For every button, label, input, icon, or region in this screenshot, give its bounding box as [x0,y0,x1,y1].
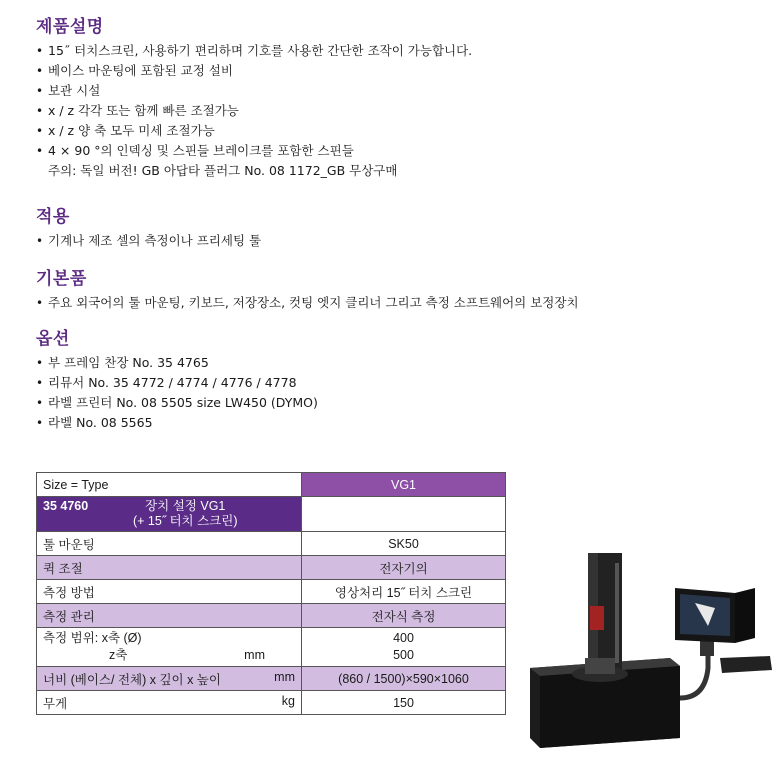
header-model: VG1 [302,473,506,497]
range-label-cell [37,628,302,667]
row-value: (860 / 1500)×590×1060 [302,667,506,691]
standard-list [36,293,579,313]
list-item: • 리뮤서 No. 35 4772 / 4774 / 4776 / 4778 [36,373,318,393]
order-description [133,499,238,529]
list-item: • 라벨 프린터 No. 08 5505 size LW450 (DYMO) [36,393,318,413]
row-value: 150 [302,691,506,715]
list-item: • 기계나 제조 셀의 측정이나 프리세팅 툴 [36,231,261,251]
order-desc-line2: (+ 15˝ 터치 스크린) [133,514,238,528]
row-label: 측정 방법 [37,580,302,604]
section-title: 제품설명 [36,17,104,37]
range-x-label: 측정 범위: x축 (Ø) [43,631,142,645]
range-x-value: 400 [393,631,414,645]
row-value: 전자기의 [302,556,506,580]
table-header-row [37,473,506,497]
row-value: SK50 [302,532,506,556]
list-item: • 라벨 No. 08 5565 [36,413,318,433]
row-label: 너비 (베이스/ 전체) x 깊이 x 높이 [43,672,221,687]
table-row [37,604,506,628]
order-code-value [302,497,506,532]
table-row [37,532,506,556]
table-row [37,667,506,691]
spec-table [36,472,506,715]
list-item: • 베이스 마운팅에 포함된 교정 설비 [36,61,472,81]
row-label: 퀵 조절 [37,556,302,580]
row-value: 영상처리 15˝ 터치 스크린 [302,580,506,604]
section-title: 옵션 [36,329,70,349]
section-title: 적용 [36,207,70,227]
row-label: 무게 [43,696,68,711]
range-value-cell [302,628,506,667]
list-item: • 부 프레임 찬장 No. 35 4765 [36,353,318,373]
list-item: • 보관 시설 [36,81,472,101]
row-label: 툴 마운팅 [37,532,302,556]
range-z-label: z축 [109,648,128,662]
options-section [36,324,318,433]
table-row [37,691,506,715]
order-code-cell [37,497,302,532]
table-row [37,580,506,604]
list-item: • x / z 양 축 모두 미세 조절가능 [36,121,472,141]
table-row-range [37,628,506,667]
note-text: 주의: 독일 버전! GB 아답타 플러그 No. 08 1172_GB 무상구매 [48,163,398,178]
row-label-cell [37,667,302,691]
section-title: 기본품 [36,269,87,289]
product-description-section [36,12,472,181]
application-list [36,231,261,251]
order-number: 35 4760 [43,499,89,513]
standard-section [36,264,579,313]
row-label-cell [37,691,302,715]
row-unit: mm [274,669,295,684]
range-unit: mm [244,648,265,662]
range-z-value: 500 [393,648,414,662]
options-list [36,353,318,433]
feature-list [36,41,472,181]
order-desc-line1: 장치 설정 VG1 [145,499,226,513]
list-item: • x / z 각각 또는 함께 빠른 조절가능 [36,101,472,121]
row-value: 전자식 측정 [302,604,506,628]
row-label: 측정 관리 [37,604,302,628]
table-row-code [37,497,506,532]
list-item: • 4 × 90 °의 인덱싱 및 스핀들 브레이크를 포함한 스핀들 [36,141,472,161]
table-row [37,556,506,580]
application-section [36,202,261,251]
presetting-machine-image [530,548,775,748]
list-item: • 주요 외국어의 툴 마운팅, 키보드, 저장장소, 컷팅 엣지 클리너 그리고 측정 소프트웨어의 보정장치 [36,293,579,313]
header-size-type: Size = Type [37,473,302,497]
row-unit: kg [281,693,295,708]
list-item: • 15˝ 터치스크린, 사용하기 편리하며 기호를 사용한 간단한 조작이 가능합니다. [36,41,472,61]
